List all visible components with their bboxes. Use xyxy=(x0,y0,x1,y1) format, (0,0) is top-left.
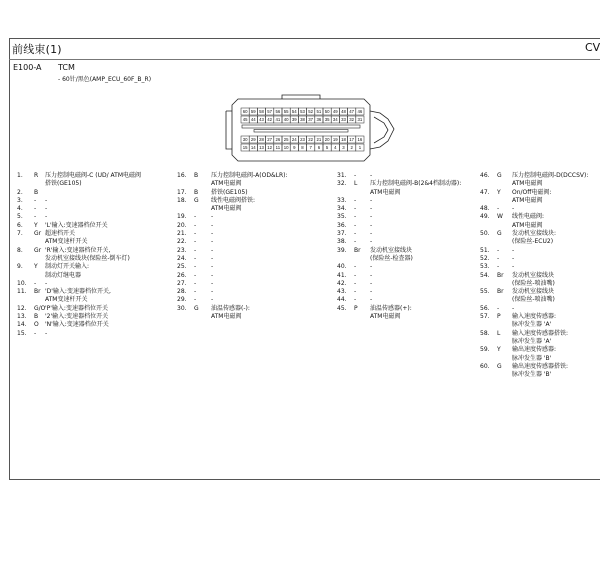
wire-color: G xyxy=(497,362,502,370)
connector-pin-label: 3 xyxy=(342,145,345,151)
wire-color: W xyxy=(497,213,503,221)
wire-color: P xyxy=(497,313,501,321)
connector-pin-label: 27 xyxy=(267,137,273,143)
pin-description: ATM电磁阀 xyxy=(211,180,242,188)
wire-color: G/O xyxy=(34,304,46,312)
pin-number: 10. xyxy=(17,279,27,287)
pin-description: - xyxy=(45,196,48,204)
wire-color: - xyxy=(497,254,500,262)
pin-description: - xyxy=(211,213,214,221)
pin-description: - xyxy=(512,263,515,271)
wire-color: B xyxy=(34,313,39,321)
pin-description: 线性电磁阀: xyxy=(512,213,545,221)
wire-color: B xyxy=(194,172,199,179)
pin-description: - xyxy=(512,205,515,213)
pin-description: - xyxy=(512,246,515,254)
pin-description: - xyxy=(512,304,515,312)
wire-color: Y xyxy=(34,221,38,229)
pin-description: - xyxy=(370,271,373,279)
wire-color: - xyxy=(354,230,357,238)
pin-description: 制动灯开关输入: xyxy=(45,263,90,271)
pin-description: 搭铁(GE105) xyxy=(45,180,82,188)
connector-diagram xyxy=(222,91,408,171)
pin-description: ATM电磁阀 xyxy=(211,313,242,321)
pin-number: 8. xyxy=(17,246,23,254)
wire-color: - xyxy=(194,213,197,221)
pin-description: - xyxy=(211,271,214,279)
pin-description: ATM电磁阀 xyxy=(211,205,242,213)
wire-color: - xyxy=(194,271,197,279)
connector-pin-label: 12 xyxy=(267,145,273,151)
connector-pin-label: 58 xyxy=(259,109,264,115)
pin-description: 油温传感器(-): xyxy=(211,304,250,312)
pin-description: - xyxy=(211,221,214,229)
connector-pin-label: 5 xyxy=(325,145,329,151)
pin-description: - xyxy=(45,213,48,221)
pin-number: 57. xyxy=(480,313,490,321)
connector-pin-label: 25 xyxy=(283,137,289,143)
pin-description: 'L'输入:变速器档位开关 xyxy=(45,221,108,229)
pin-number: 30. xyxy=(177,304,187,312)
wire-color: - xyxy=(497,246,500,254)
pin-description: - xyxy=(370,172,373,179)
wire-color: - xyxy=(34,205,37,213)
connector-unit: TCM xyxy=(58,63,75,72)
pin-description: - xyxy=(370,279,373,287)
wire-color: - xyxy=(354,279,357,287)
pin-description: 输入速度传感器搭铁: xyxy=(512,329,569,337)
pin-description: - xyxy=(211,230,214,238)
pin-number: 29. xyxy=(177,296,187,304)
wire-color: Br xyxy=(354,246,361,254)
pin-description: ATM变速杆开关 xyxy=(45,296,88,304)
pin-description: 压力控制电磁阀-C (UD/ ATM电磁阀 xyxy=(45,172,142,179)
wire-color: - xyxy=(354,288,357,296)
wire-color: - xyxy=(354,205,357,213)
connector-pin-label: 19 xyxy=(332,137,338,143)
pin-number: 37. xyxy=(337,230,347,238)
pin-description: 制动灯继电器 xyxy=(45,271,82,279)
pin-description: - xyxy=(211,263,214,271)
wire-color: Y xyxy=(497,188,501,196)
connector-pin-label: 48 xyxy=(341,109,346,115)
wire-color: G xyxy=(194,196,199,204)
wire-color: Y xyxy=(497,346,501,354)
wire-color: R xyxy=(34,172,39,179)
pin-description: 'P'输入:变速器档位开关 xyxy=(45,304,108,312)
pin-description: 输入速度传感器: xyxy=(512,313,557,321)
connector-pin-label: 31 xyxy=(357,117,363,123)
wire-color: - xyxy=(194,279,197,287)
pin-number: 54. xyxy=(480,271,490,279)
pin-number: 53. xyxy=(480,263,490,271)
pin-description: 输出速度传感器搭铁: xyxy=(512,362,569,370)
wire-color: - xyxy=(354,263,357,271)
wire-color: - xyxy=(34,279,37,287)
connector-pin-label: 28 xyxy=(259,137,264,143)
pin-number: 1. xyxy=(17,172,23,179)
connector-pin-label: 52 xyxy=(308,109,314,115)
wire-color: - xyxy=(194,221,197,229)
pin-number: 18. xyxy=(177,196,187,204)
pin-description: 输出速度传感器: xyxy=(512,346,557,354)
wire-color: - xyxy=(354,221,357,229)
pin-description: 超速档开关 xyxy=(45,230,76,238)
wire-color: G xyxy=(497,230,502,238)
pin-number: 12. xyxy=(17,304,27,312)
pin-number: 21. xyxy=(177,230,187,238)
connector-pin-label: 21 xyxy=(316,137,322,143)
connector-pin-label: 54 xyxy=(291,109,297,115)
pin-number: 34. xyxy=(337,205,347,213)
wire-color: Br xyxy=(497,271,504,279)
connector-pin-label: 20 xyxy=(324,137,330,143)
connector-pin-label: 7 xyxy=(309,145,312,151)
pin-description: - xyxy=(370,238,373,246)
pin-number: 9. xyxy=(17,263,23,271)
connector-pin-label: 59 xyxy=(250,109,256,115)
connector-pin-label: 53 xyxy=(300,109,305,115)
connector-pin-label: 40 xyxy=(283,117,289,123)
pin-description: - xyxy=(370,263,373,271)
pin-description: - xyxy=(45,205,48,213)
wire-color: - xyxy=(34,213,37,221)
pin-description: 脉冲发生器 'B' xyxy=(512,371,552,379)
pin-number: 42. xyxy=(337,279,347,287)
pin-number: 32. xyxy=(337,180,347,188)
pin-description: - xyxy=(211,296,214,304)
connector-pin-label: 55 xyxy=(283,109,289,115)
wire-color: - xyxy=(194,254,197,262)
pin-number: 3. xyxy=(17,196,23,204)
connector-pin-label: 29 xyxy=(250,137,256,143)
wire-color: - xyxy=(194,263,197,271)
wire-color: Gr xyxy=(34,246,42,254)
pin-description: 油温传感器(+): xyxy=(370,304,412,312)
connector-pin-label: 51 xyxy=(316,109,322,115)
pin-description: 'R'输入:变速器档位开关, xyxy=(45,246,111,254)
pin-description: 发动机室接线块(保险丝-倒车灯) xyxy=(45,254,130,262)
connector-pin-label: 22 xyxy=(308,137,314,143)
pin-number: 23. xyxy=(177,246,187,254)
pin-number: 41. xyxy=(337,271,347,279)
pin-number: 45. xyxy=(337,304,347,312)
pin-description: - xyxy=(211,288,214,296)
connector-pin-label: 47 xyxy=(349,109,355,115)
pin-number: 58. xyxy=(480,329,490,337)
pin-description: (保险丝-喷油嘴) xyxy=(512,279,555,287)
pin-number: 31. xyxy=(337,172,347,179)
wire-color: - xyxy=(194,296,197,304)
pin-number: 38. xyxy=(337,238,347,246)
wire-color: Br xyxy=(34,288,41,296)
pin-number: 48. xyxy=(480,205,490,213)
wire-color: L xyxy=(497,329,501,337)
pin-number: 17. xyxy=(177,188,187,196)
pin-description: - xyxy=(211,246,214,254)
pin-description: 压力控制电磁阀-D(DCCSV): xyxy=(512,172,589,179)
pin-description: - xyxy=(370,196,373,204)
pin-description: 线性电磁阀搭铁: xyxy=(211,196,256,204)
corner-label: CV xyxy=(585,41,600,54)
connector-pin-label: 10 xyxy=(283,145,289,151)
wire-color: - xyxy=(497,205,500,213)
connector-pin-label: 32 xyxy=(349,117,355,123)
pin-number: 7. xyxy=(17,230,23,238)
pin-number: 27. xyxy=(177,279,187,287)
wire-color: - xyxy=(194,246,197,254)
connector-description: - 60针/黑色(AMP_ECU_60F_B_R) xyxy=(58,76,152,83)
pin-description: ATM电磁阀 xyxy=(512,196,543,204)
wire-color: P xyxy=(354,304,358,312)
pin-description: - xyxy=(370,221,373,229)
pin-number: 6. xyxy=(17,221,23,229)
pin-description: 脉冲发生器 'B' xyxy=(512,354,552,362)
pin-description: 脉冲发生器 'A' xyxy=(512,321,552,329)
wire-color: B xyxy=(34,188,39,196)
pin-description: ATM电磁阀 xyxy=(370,188,401,196)
wire-color: - xyxy=(34,329,37,337)
wire-color: - xyxy=(354,296,357,304)
pin-number: 2. xyxy=(17,188,23,196)
connector-pin-label: 45 xyxy=(242,117,248,123)
pin-description: ATM电磁阀 xyxy=(512,221,543,229)
pin-description: 发动机室接线块 xyxy=(512,288,555,296)
pin-number: 43. xyxy=(337,288,347,296)
wire-color: - xyxy=(497,304,500,312)
wire-color: - xyxy=(354,196,357,204)
pin-number: 20. xyxy=(177,221,187,229)
pin-description: - xyxy=(370,296,373,304)
connector-pin-label: 36 xyxy=(316,117,322,123)
wire-color: G xyxy=(194,304,199,312)
pin-description: - xyxy=(211,279,214,287)
connector-pin-label: 41 xyxy=(275,117,281,123)
pin-number: 40. xyxy=(337,263,347,271)
header-divider xyxy=(9,59,600,60)
wire-color: - xyxy=(194,230,197,238)
connector-pin-label: 16 xyxy=(357,137,363,143)
connector-pin-label: 23 xyxy=(300,137,305,143)
connector-pin-label: 26 xyxy=(275,137,281,143)
wire-color: Br xyxy=(497,288,504,296)
wire-color: Y xyxy=(34,263,38,271)
connector-pin-label: 60 xyxy=(242,109,248,115)
connector-pin-label: 15 xyxy=(242,145,248,151)
pin-number: 13. xyxy=(17,313,27,321)
connector-pin-label: 56 xyxy=(275,109,281,115)
wire-color: Gr xyxy=(34,230,42,238)
connector-pin-label: 43 xyxy=(259,117,264,123)
connector-pin-label: 35 xyxy=(324,117,330,123)
wire-color: - xyxy=(194,238,197,246)
pin-description: ATM电磁阀 xyxy=(512,180,543,188)
pin-number: 28. xyxy=(177,288,187,296)
connector-pin-label: 1 xyxy=(358,145,362,151)
connector-pin-label: 2 xyxy=(350,145,353,151)
pin-description: 发动机室接线块 xyxy=(370,246,413,254)
wire-color: - xyxy=(354,238,357,246)
connector-pin-label: 8 xyxy=(301,145,304,151)
pin-description: 压力控制电磁阀-A(OD&LR): xyxy=(211,172,288,179)
pin-number: 60. xyxy=(480,362,490,370)
connector-pin-label: 24 xyxy=(291,137,297,143)
pin-number: 24. xyxy=(177,254,187,262)
connector-pin-label: 34 xyxy=(332,117,338,123)
connector-pin-label: 39 xyxy=(291,117,297,123)
connector-pin-label: 17 xyxy=(349,137,355,143)
pin-description: 脉冲发生器 'A' xyxy=(512,337,552,345)
pin-number: 26. xyxy=(177,271,187,279)
pin-description: 发动机室接线块: xyxy=(512,230,557,238)
connector-pin-label: 57 xyxy=(267,109,273,115)
pin-number: 46. xyxy=(480,172,490,179)
pin-number: 44. xyxy=(337,296,347,304)
pin-description: (保险丝-检查器) xyxy=(370,254,413,262)
pin-number: 14. xyxy=(17,321,27,329)
pin-description: 'D'输入:变速器档位开关, xyxy=(45,288,111,296)
pin-description: - xyxy=(370,288,373,296)
wire-color: - xyxy=(354,271,357,279)
connector-pin-label: 4 xyxy=(334,145,337,151)
pin-description: 搭铁(GE105) xyxy=(211,188,248,196)
wire-color: - xyxy=(354,172,357,179)
pin-number: 16. xyxy=(177,172,187,179)
wire-color: - xyxy=(34,196,37,204)
pin-number: 15. xyxy=(17,329,27,337)
page-title: 前线束(1) xyxy=(12,43,62,56)
connector-pin-label: 11 xyxy=(275,145,281,151)
pin-description: - xyxy=(512,254,515,262)
connector-pin-label: 46 xyxy=(357,109,363,115)
wire-color: G xyxy=(497,172,502,179)
pin-number: 56. xyxy=(480,304,490,312)
pin-number: 33. xyxy=(337,196,347,204)
connector-pin-label: 33 xyxy=(341,117,346,123)
connector-pin-label: 18 xyxy=(341,137,346,143)
pin-number: 39. xyxy=(337,246,347,254)
wire-color: L xyxy=(354,180,358,188)
wire-color: - xyxy=(497,263,500,271)
connector-pin-label: 50 xyxy=(324,109,330,115)
pin-description: - xyxy=(370,205,373,213)
pin-number: 4. xyxy=(17,205,23,213)
connector-pin-label: 14 xyxy=(250,145,256,151)
pin-description: (保险丝-ECU2) xyxy=(512,238,554,246)
pin-description: On/Off电磁阀: xyxy=(512,188,552,196)
pin-number: 51. xyxy=(480,246,490,254)
connector-pin-label: 30 xyxy=(242,137,248,143)
pin-description: '2'输入:变速器档位开关 xyxy=(45,313,109,321)
pin-description: 发动机室接线块 xyxy=(512,271,555,279)
pin-description: 压力控制电磁阀-B(2&4档制动器): xyxy=(370,180,462,188)
wire-color: - xyxy=(194,288,197,296)
pin-description: - xyxy=(211,238,214,246)
pin-description: - xyxy=(45,279,48,287)
pin-number: 52. xyxy=(480,254,490,262)
pin-description: ATM电磁阀 xyxy=(370,313,401,321)
connector-pin-label: 44 xyxy=(250,117,256,123)
connector-pin-label: 37 xyxy=(308,117,314,123)
pin-number: 47. xyxy=(480,188,490,196)
pin-number: 55. xyxy=(480,288,490,296)
connector-pin-label: 42 xyxy=(267,117,273,123)
pin-description: 'N'输入:变速器档位开关 xyxy=(45,321,109,329)
connector-pin-label: 6 xyxy=(317,145,321,151)
wire-color: B xyxy=(194,188,199,196)
pin-number: 11. xyxy=(17,288,27,296)
pin-number: 22. xyxy=(177,238,187,246)
connector-pin-label: 13 xyxy=(259,145,264,151)
connector-pin-label: 49 xyxy=(332,109,338,115)
pin-number: 49. xyxy=(480,213,490,221)
connector-pin-label: 9 xyxy=(293,145,296,151)
pin-description: - xyxy=(370,230,373,238)
wire-color: - xyxy=(354,213,357,221)
connector-pin-label: 38 xyxy=(300,117,305,123)
pin-number: 35. xyxy=(337,213,347,221)
pin-number: 59. xyxy=(480,346,490,354)
pin-description: - xyxy=(45,329,48,337)
pin-description: - xyxy=(370,213,373,221)
pin-number: 36. xyxy=(337,221,347,229)
pin-number: 25. xyxy=(177,263,187,271)
pin-number: 50. xyxy=(480,230,490,238)
pin-description: ATM变速杆开关 xyxy=(45,238,88,246)
pin-number: 19. xyxy=(177,213,187,221)
connector-code: E100-A xyxy=(13,63,42,72)
pin-description: (保险丝-喷油嘴) xyxy=(512,296,555,304)
pin-number: 5. xyxy=(17,213,23,221)
pin-description: - xyxy=(211,254,214,262)
wire-color: O xyxy=(34,321,39,329)
